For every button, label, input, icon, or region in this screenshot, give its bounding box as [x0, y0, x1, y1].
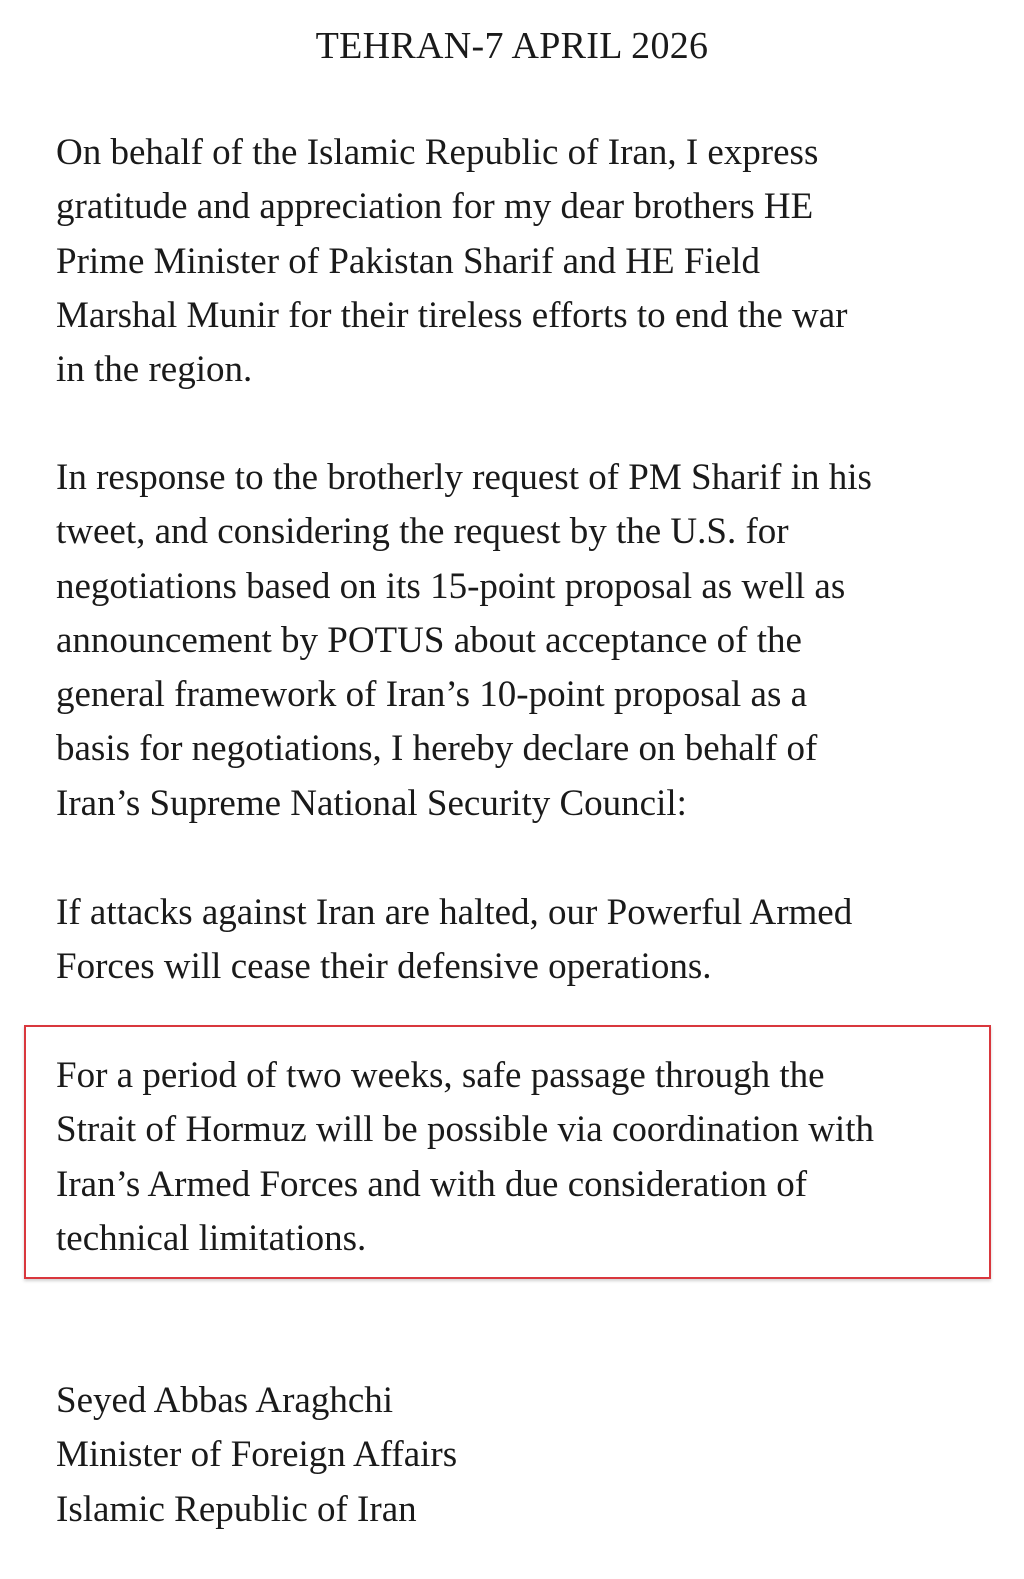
paragraph-line: Iran’s Supreme National Security Council: [56, 782, 687, 824]
paragraph-line: On behalf of the Islamic Republic of Iran, I express [56, 132, 819, 173]
signature-name: Seyed Abbas Araghchi [56, 1380, 394, 1421]
paragraph-line: tweet, and considering the request by the U.S. for [56, 511, 789, 553]
signature-country: Islamic Republic of Iran [56, 1488, 417, 1530]
paragraph-line: Prime Minister of Pakistan Sharif and HE Field [56, 240, 760, 282]
paragraph-line: Iran’s Armed Forces and with due consideration of [56, 1163, 808, 1205]
signature-block [56, 1374, 971, 1537]
paragraph-ceasefire-condition [56, 886, 971, 995]
paragraph-gratitude [56, 126, 971, 397]
paragraph-line: announcement by POTUS about acceptance of the [56, 619, 802, 661]
paragraph-line: technical limitations. [56, 1217, 367, 1259]
paragraph-line: negotiations based on its 15-point proposal as well as [56, 565, 846, 607]
paragraph-line: Forces will cease their defensive operations. [56, 946, 712, 988]
dateline: TEHRAN-7 APRIL 2026 [315, 25, 709, 67]
paragraph-line: In response to the brotherly request of PM Sharif in his [56, 457, 872, 498]
signature-title: Minister of Foreign Affairs [56, 1434, 458, 1476]
paragraph-line: basis for negotiations, I hereby declare on behalf of [56, 728, 818, 770]
paragraph-line: general framework of Iran’s 10-point proposal as a [56, 674, 808, 716]
paragraph-line: If attacks against Iran are halted, our Powerful Armed [56, 892, 853, 933]
paragraph-declaration [56, 451, 971, 831]
paragraph-line: in the region. [56, 349, 253, 391]
paragraph-line: For a period of two weeks, safe passage through the [56, 1055, 825, 1096]
paragraph-line: Strait of Hormuz will be possible via coordination with [56, 1109, 874, 1151]
paragraph-strait-of-hormuz [56, 1049, 971, 1266]
paragraph-line: Marshal Munir for their tireless efforts to end the war [56, 294, 848, 336]
paragraph-line: gratitude and appreciation for my dear brothers HE [56, 186, 814, 228]
